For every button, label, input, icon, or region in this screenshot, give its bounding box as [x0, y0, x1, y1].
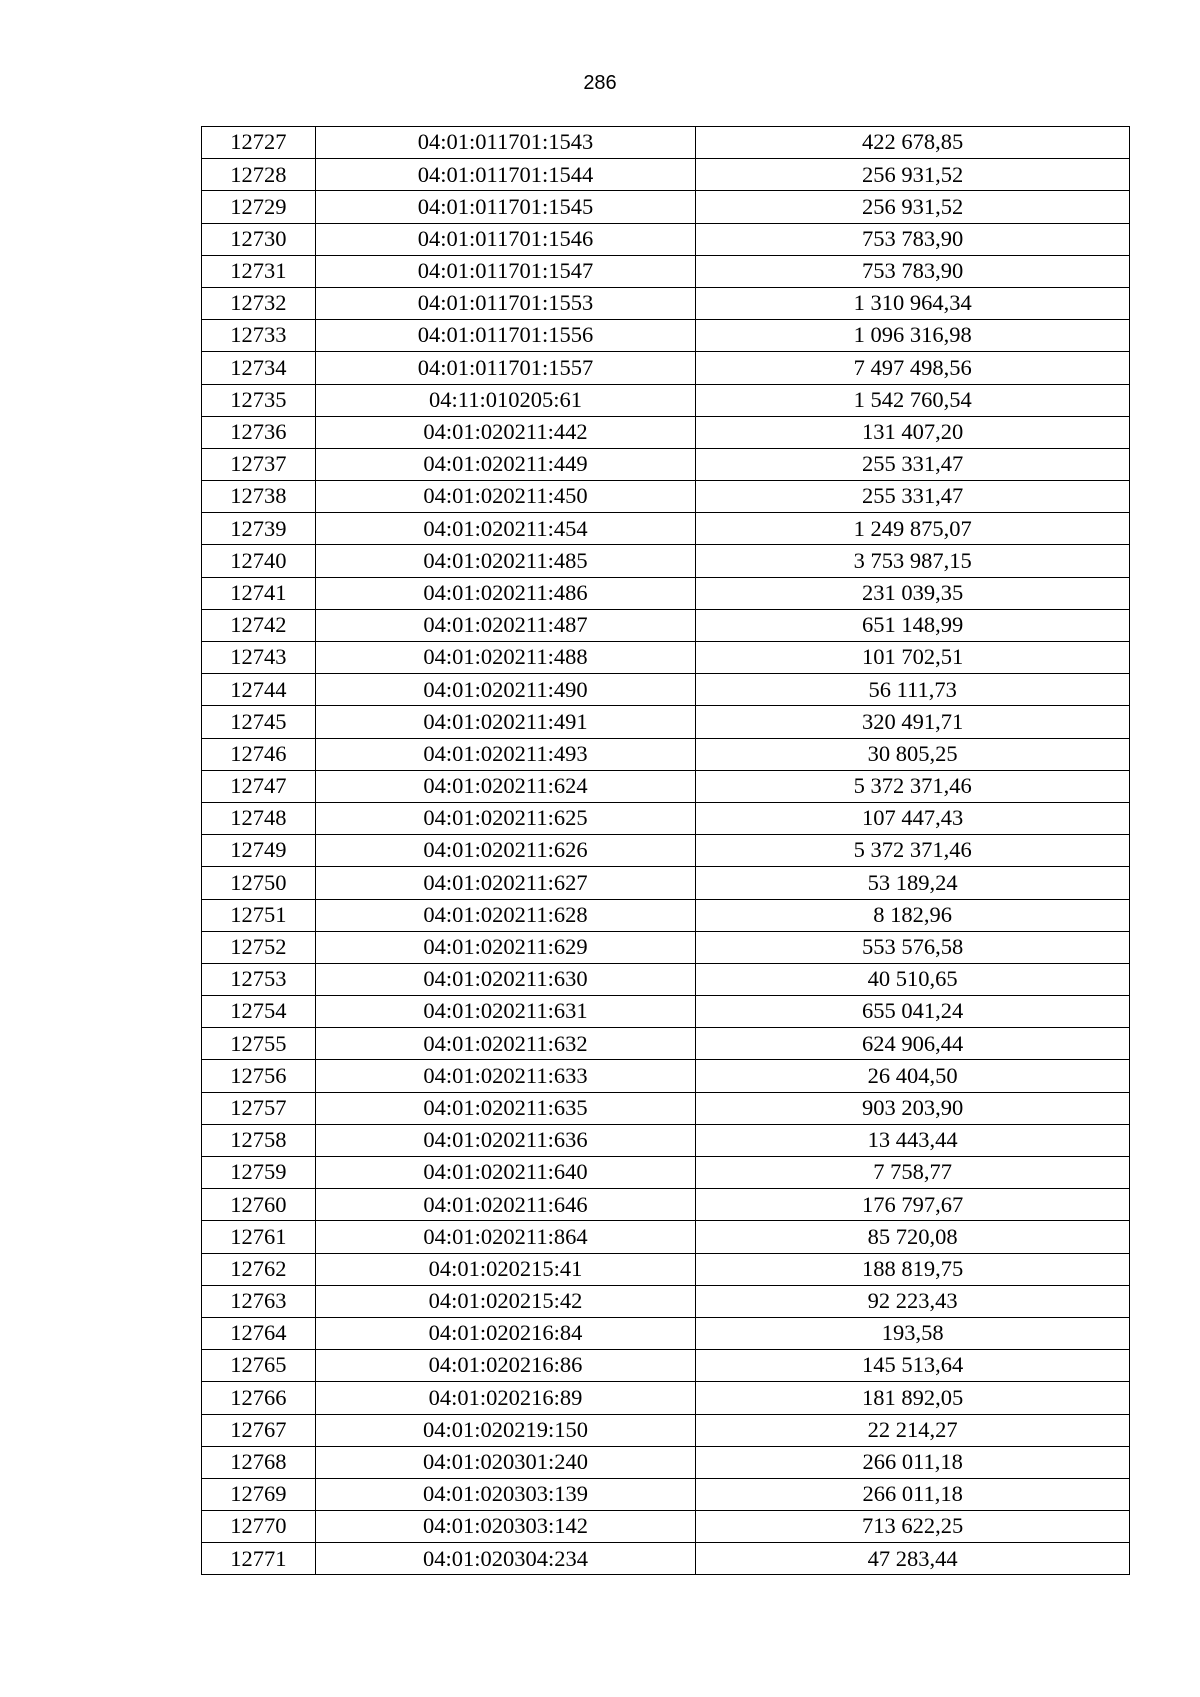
row-number-cell: 12757 — [202, 1092, 316, 1124]
row-number-cell: 12735 — [202, 384, 316, 416]
cadastral-value-cell: 231 039,35 — [696, 577, 1130, 609]
cadastral-number-cell: 04:01:020211:629 — [315, 931, 696, 963]
cadastral-value-cell: 1 096 316,98 — [696, 320, 1130, 352]
table-row — [202, 706, 1130, 738]
row-number-cell: 12744 — [202, 674, 316, 706]
row-number-cell: 12758 — [202, 1124, 316, 1156]
cadastral-number-cell: 04:01:020211:487 — [315, 609, 696, 641]
cadastral-number-cell: 04:01:020211:485 — [315, 545, 696, 577]
table-row — [202, 1060, 1130, 1092]
cadastral-number-cell: 04:01:011701:1546 — [315, 223, 696, 255]
cadastral-number-cell: 04:01:020216:89 — [315, 1382, 696, 1414]
row-number-cell: 12728 — [202, 159, 316, 191]
row-number-cell: 12759 — [202, 1157, 316, 1189]
cadastral-number-cell: 04:01:020211:493 — [315, 738, 696, 770]
cadastral-value-cell: 188 819,75 — [696, 1253, 1130, 1285]
table-row — [202, 513, 1130, 545]
table-row — [202, 255, 1130, 287]
row-number-cell: 12753 — [202, 963, 316, 995]
cadastral-value-cell: 30 805,25 — [696, 738, 1130, 770]
cadastral-value-cell: 256 931,52 — [696, 191, 1130, 223]
row-number-cell: 12761 — [202, 1221, 316, 1253]
row-number-cell: 12743 — [202, 642, 316, 674]
row-number-cell: 12768 — [202, 1446, 316, 1478]
table-row — [202, 1253, 1130, 1285]
table-body — [202, 127, 1130, 1575]
cadastral-value-cell: 1 310 964,34 — [696, 287, 1130, 319]
cadastral-number-cell: 04:01:011701:1547 — [315, 255, 696, 287]
table-row — [202, 481, 1130, 513]
table-row — [202, 1124, 1130, 1156]
cadastral-value-cell: 22 214,27 — [696, 1414, 1130, 1446]
row-number-cell: 12736 — [202, 416, 316, 448]
table-row — [202, 609, 1130, 641]
table-row — [202, 352, 1130, 384]
cadastral-number-cell: 04:01:020211:491 — [315, 706, 696, 738]
cadastral-value-cell: 3 753 987,15 — [696, 545, 1130, 577]
row-number-cell: 12730 — [202, 223, 316, 255]
table-row — [202, 287, 1130, 319]
table-row — [202, 1350, 1130, 1382]
cadastral-value-cell: 47 283,44 — [696, 1543, 1130, 1575]
row-number-cell: 12745 — [202, 706, 316, 738]
table-row — [202, 899, 1130, 931]
row-number-cell: 12752 — [202, 931, 316, 963]
cadastral-number-cell: 04:01:020211:625 — [315, 802, 696, 834]
cadastral-number-cell: 04:01:020301:240 — [315, 1446, 696, 1478]
row-number-cell: 12751 — [202, 899, 316, 931]
cadastral-number-cell: 04:01:020211:864 — [315, 1221, 696, 1253]
cadastral-value-cell: 320 491,71 — [696, 706, 1130, 738]
cadastral-number-cell: 04:01:020216:86 — [315, 1350, 696, 1382]
cadastral-value-cell: 131 407,20 — [696, 416, 1130, 448]
cadastral-value-cell: 5 372 371,46 — [696, 835, 1130, 867]
cadastral-value-cell: 5 372 371,46 — [696, 770, 1130, 802]
table-row — [202, 1446, 1130, 1478]
row-number-cell: 12765 — [202, 1350, 316, 1382]
table-row — [202, 223, 1130, 255]
table-row — [202, 320, 1130, 352]
table-row — [202, 674, 1130, 706]
cadastral-value-cell: 7 497 498,56 — [696, 352, 1130, 384]
cadastral-number-cell: 04:01:011701:1557 — [315, 352, 696, 384]
cadastral-number-cell: 04:01:020303:139 — [315, 1478, 696, 1510]
cadastral-number-cell: 04:01:020211:450 — [315, 481, 696, 513]
row-number-cell: 12738 — [202, 481, 316, 513]
cadastral-number-cell: 04:01:011701:1543 — [315, 127, 696, 159]
row-number-cell: 12748 — [202, 802, 316, 834]
cadastral-value-cell: 624 906,44 — [696, 1028, 1130, 1060]
table-row — [202, 1511, 1130, 1543]
cadastral-number-cell: 04:01:011701:1553 — [315, 287, 696, 319]
row-number-cell: 12764 — [202, 1317, 316, 1349]
row-number-cell: 12760 — [202, 1189, 316, 1221]
row-number-cell: 12742 — [202, 609, 316, 641]
table-row — [202, 1285, 1130, 1317]
cadastral-number-cell: 04:01:011701:1544 — [315, 159, 696, 191]
table-row — [202, 642, 1130, 674]
row-number-cell: 12769 — [202, 1478, 316, 1510]
cadastral-value-cell: 266 011,18 — [696, 1478, 1130, 1510]
cadastral-number-cell: 04:01:020211:630 — [315, 963, 696, 995]
cadastral-number-cell: 04:01:020215:42 — [315, 1285, 696, 1317]
row-number-cell: 12756 — [202, 1060, 316, 1092]
cadastral-value-cell: 713 622,25 — [696, 1511, 1130, 1543]
table-row — [202, 384, 1130, 416]
table-row — [202, 545, 1130, 577]
cadastral-value-cell: 651 148,99 — [696, 609, 1130, 641]
cadastral-value-cell: 92 223,43 — [696, 1285, 1130, 1317]
table-row — [202, 835, 1130, 867]
row-number-cell: 12739 — [202, 513, 316, 545]
page-number: 286 — [583, 72, 617, 94]
row-number-cell: 12747 — [202, 770, 316, 802]
cadastral-number-cell: 04:01:011701:1556 — [315, 320, 696, 352]
cadastral-number-cell: 04:01:020211:488 — [315, 642, 696, 674]
cadastral-number-cell: 04:01:020211:640 — [315, 1157, 696, 1189]
table-row — [202, 1092, 1130, 1124]
cadastral-value-cell: 1 249 875,07 — [696, 513, 1130, 545]
table-row — [202, 1189, 1130, 1221]
cadastral-value-cell: 422 678,85 — [696, 127, 1130, 159]
cadastral-value-cell: 40 510,65 — [696, 963, 1130, 995]
cadastral-number-cell: 04:01:020211:624 — [315, 770, 696, 802]
cadastral-number-cell: 04:01:020211:454 — [315, 513, 696, 545]
cadastral-value-cell: 176 797,67 — [696, 1189, 1130, 1221]
cadastral-number-cell: 04:11:010205:61 — [315, 384, 696, 416]
cadastral-value-cell: 256 931,52 — [696, 159, 1130, 191]
row-number-cell: 12749 — [202, 835, 316, 867]
table-row — [202, 416, 1130, 448]
cadastral-value-cell: 655 041,24 — [696, 996, 1130, 1028]
cadastral-value-cell: 8 182,96 — [696, 899, 1130, 931]
row-number-cell: 12766 — [202, 1382, 316, 1414]
cadastral-number-cell: 04:01:020211:449 — [315, 448, 696, 480]
table-row — [202, 963, 1130, 995]
table-row — [202, 1382, 1130, 1414]
cadastral-value-cell: 255 331,47 — [696, 448, 1130, 480]
table-row — [202, 577, 1130, 609]
cadastral-number-cell: 04:01:020211:633 — [315, 1060, 696, 1092]
table-row — [202, 931, 1130, 963]
cadastral-number-cell: 04:01:020211:631 — [315, 996, 696, 1028]
cadastral-value-cell: 1 542 760,54 — [696, 384, 1130, 416]
cadastral-value-cell: 107 447,43 — [696, 802, 1130, 834]
cadastral-number-cell: 04:01:020304:234 — [315, 1543, 696, 1575]
cadastral-number-cell: 04:01:020211:486 — [315, 577, 696, 609]
cadastral-number-cell: 04:01:020211:635 — [315, 1092, 696, 1124]
cadastral-value-cell: 255 331,47 — [696, 481, 1130, 513]
table-row — [202, 1221, 1130, 1253]
table-row — [202, 770, 1130, 802]
cadastral-value-table — [201, 126, 1130, 1575]
row-number-cell: 12741 — [202, 577, 316, 609]
cadastral-value-cell: 145 513,64 — [696, 1350, 1130, 1382]
row-number-cell: 12740 — [202, 545, 316, 577]
cadastral-value-cell: 553 576,58 — [696, 931, 1130, 963]
cadastral-value-cell: 56 111,73 — [696, 674, 1130, 706]
cadastral-number-cell: 04:01:020303:142 — [315, 1511, 696, 1543]
table-row — [202, 191, 1130, 223]
row-number-cell: 12763 — [202, 1285, 316, 1317]
cadastral-value-cell: 266 011,18 — [696, 1446, 1130, 1478]
cadastral-value-cell: 753 783,90 — [696, 223, 1130, 255]
table-row — [202, 1543, 1130, 1575]
cadastral-number-cell: 04:01:020211:646 — [315, 1189, 696, 1221]
cadastral-number-cell: 04:01:011701:1545 — [315, 191, 696, 223]
table-row — [202, 996, 1130, 1028]
table-row — [202, 1478, 1130, 1510]
cadastral-number-cell: 04:01:020211:626 — [315, 835, 696, 867]
row-number-cell: 12754 — [202, 996, 316, 1028]
table-row — [202, 1028, 1130, 1060]
table-row — [202, 127, 1130, 159]
row-number-cell: 12767 — [202, 1414, 316, 1446]
cadastral-value-cell: 26 404,50 — [696, 1060, 1130, 1092]
table-row — [202, 867, 1130, 899]
table-row — [202, 159, 1130, 191]
cadastral-number-cell: 04:01:020211:636 — [315, 1124, 696, 1156]
table-row — [202, 738, 1130, 770]
cadastral-value-cell: 7 758,77 — [696, 1157, 1130, 1189]
cadastral-value-cell: 13 443,44 — [696, 1124, 1130, 1156]
row-number-cell: 12733 — [202, 320, 316, 352]
cadastral-value-cell: 101 702,51 — [696, 642, 1130, 674]
cadastral-value-cell: 193,58 — [696, 1317, 1130, 1349]
cadastral-value-cell: 903 203,90 — [696, 1092, 1130, 1124]
table-row — [202, 1317, 1130, 1349]
row-number-cell: 12727 — [202, 127, 316, 159]
row-number-cell: 12755 — [202, 1028, 316, 1060]
row-number-cell: 12732 — [202, 287, 316, 319]
row-number-cell: 12729 — [202, 191, 316, 223]
cadastral-number-cell: 04:01:020211:490 — [315, 674, 696, 706]
cadastral-number-cell: 04:01:020216:84 — [315, 1317, 696, 1349]
row-number-cell: 12734 — [202, 352, 316, 384]
table-row — [202, 802, 1130, 834]
table-row — [202, 448, 1130, 480]
cadastral-number-cell: 04:01:020211:628 — [315, 899, 696, 931]
row-number-cell: 12762 — [202, 1253, 316, 1285]
table-row — [202, 1414, 1130, 1446]
cadastral-value-cell: 181 892,05 — [696, 1382, 1130, 1414]
row-number-cell: 12770 — [202, 1511, 316, 1543]
row-number-cell: 12737 — [202, 448, 316, 480]
cadastral-value-cell: 85 720,08 — [696, 1221, 1130, 1253]
cadastral-value-cell: 53 189,24 — [696, 867, 1130, 899]
cadastral-number-cell: 04:01:020219:150 — [315, 1414, 696, 1446]
row-number-cell: 12750 — [202, 867, 316, 899]
row-number-cell: 12771 — [202, 1543, 316, 1575]
cadastral-number-cell: 04:01:020211:442 — [315, 416, 696, 448]
cadastral-number-cell: 04:01:020211:627 — [315, 867, 696, 899]
row-number-cell: 12731 — [202, 255, 316, 287]
cadastral-number-cell: 04:01:020215:41 — [315, 1253, 696, 1285]
table-row — [202, 1157, 1130, 1189]
cadastral-value-cell: 753 783,90 — [696, 255, 1130, 287]
row-number-cell: 12746 — [202, 738, 316, 770]
cadastral-number-cell: 04:01:020211:632 — [315, 1028, 696, 1060]
